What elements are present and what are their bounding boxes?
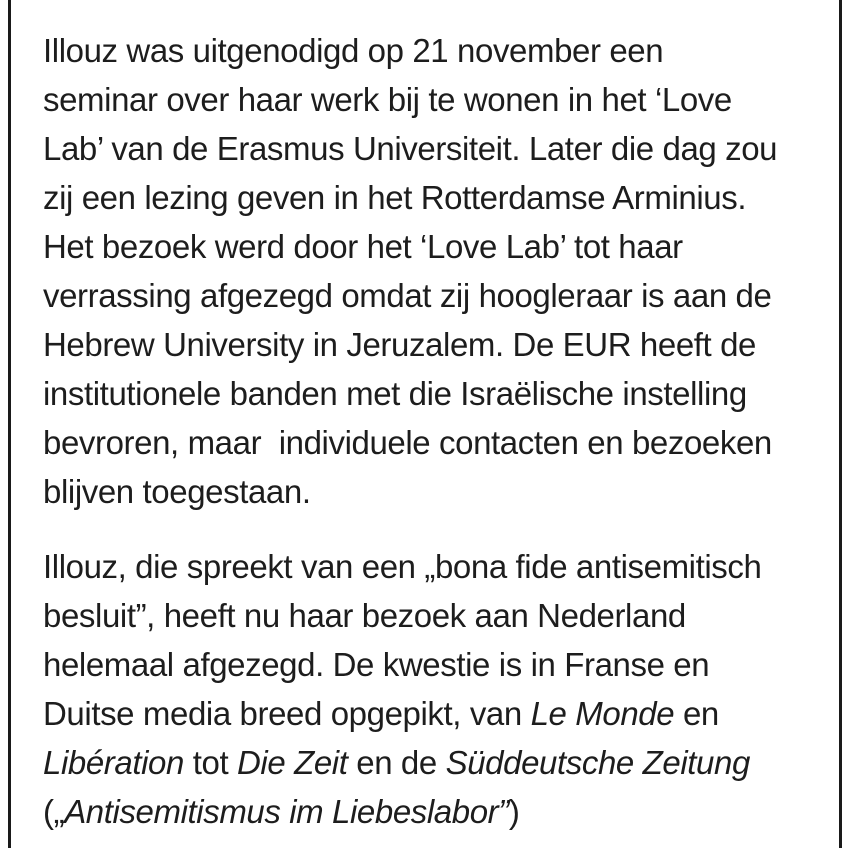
text-line bbox=[43, 738, 811, 787]
text-line bbox=[43, 418, 811, 467]
text-segment: verrassing afgezegd omdat zij hoogleraar is aan de bbox=[43, 277, 772, 314]
text-segment: institutionele banden met die Israëlische instelling bbox=[43, 375, 747, 412]
italic-text-segment: Le Monde bbox=[530, 695, 675, 732]
italic-text-segment: Libération bbox=[43, 744, 184, 781]
text-line bbox=[43, 689, 811, 738]
text-segment: Hebrew University in Jeruzalem. De EUR heeft de bbox=[43, 326, 756, 363]
text-segment: blijven toegestaan. bbox=[43, 473, 311, 510]
text-segment: Illouz was uitgenodigd op 21 november een bbox=[43, 32, 664, 69]
text-segment: besluit”, heeft nu haar bezoek aan Nederland bbox=[43, 597, 686, 634]
text-segment: Lab’ van de Erasmus Universiteit. Later die dag zou bbox=[43, 130, 778, 167]
text-line bbox=[43, 542, 811, 591]
text-line bbox=[43, 787, 811, 836]
text-line bbox=[43, 26, 811, 75]
text-line bbox=[43, 467, 811, 516]
text-line bbox=[43, 591, 811, 640]
text-segment: helemaal afgezegd. De kwestie is in Franse en bbox=[43, 646, 710, 683]
text-segment: Het bezoek werd door het ‘Love Lab’ tot haar bbox=[43, 228, 683, 265]
text-segment: („ bbox=[43, 793, 65, 830]
paragraph bbox=[43, 542, 811, 836]
article-frame bbox=[8, 0, 842, 848]
text-line bbox=[43, 640, 811, 689]
italic-text-segment: Süddeutsche Zeitung bbox=[445, 744, 750, 781]
text-segment: Duitse media breed opgepikt, van bbox=[43, 695, 531, 732]
text-segment: ) bbox=[508, 793, 520, 830]
text-line bbox=[43, 271, 811, 320]
text-line bbox=[43, 222, 811, 271]
text-segment: tot bbox=[183, 744, 237, 781]
text-line bbox=[43, 124, 811, 173]
text-segment: en de bbox=[347, 744, 446, 781]
text-segment: Illouz, die spreekt van een „bona fide antisemitisch bbox=[43, 548, 762, 585]
italic-text-segment: Antisemitismus im Liebeslabor” bbox=[64, 793, 509, 830]
text-line bbox=[43, 75, 811, 124]
text-line bbox=[43, 173, 811, 222]
text-line bbox=[43, 320, 811, 369]
text-segment: zij een lezing geven in het Rotterdamse Arminius. bbox=[43, 179, 747, 216]
text-segment: en bbox=[674, 695, 719, 732]
text-segment: seminar over haar werk bij te wonen in het ‘Love bbox=[43, 81, 732, 118]
text-segment: bevroren, maar individuele contacten en bezoeken bbox=[43, 424, 772, 461]
article-body bbox=[11, 0, 839, 836]
italic-text-segment: Die Zeit bbox=[236, 744, 348, 781]
text-line bbox=[43, 369, 811, 418]
paragraph bbox=[43, 26, 811, 516]
